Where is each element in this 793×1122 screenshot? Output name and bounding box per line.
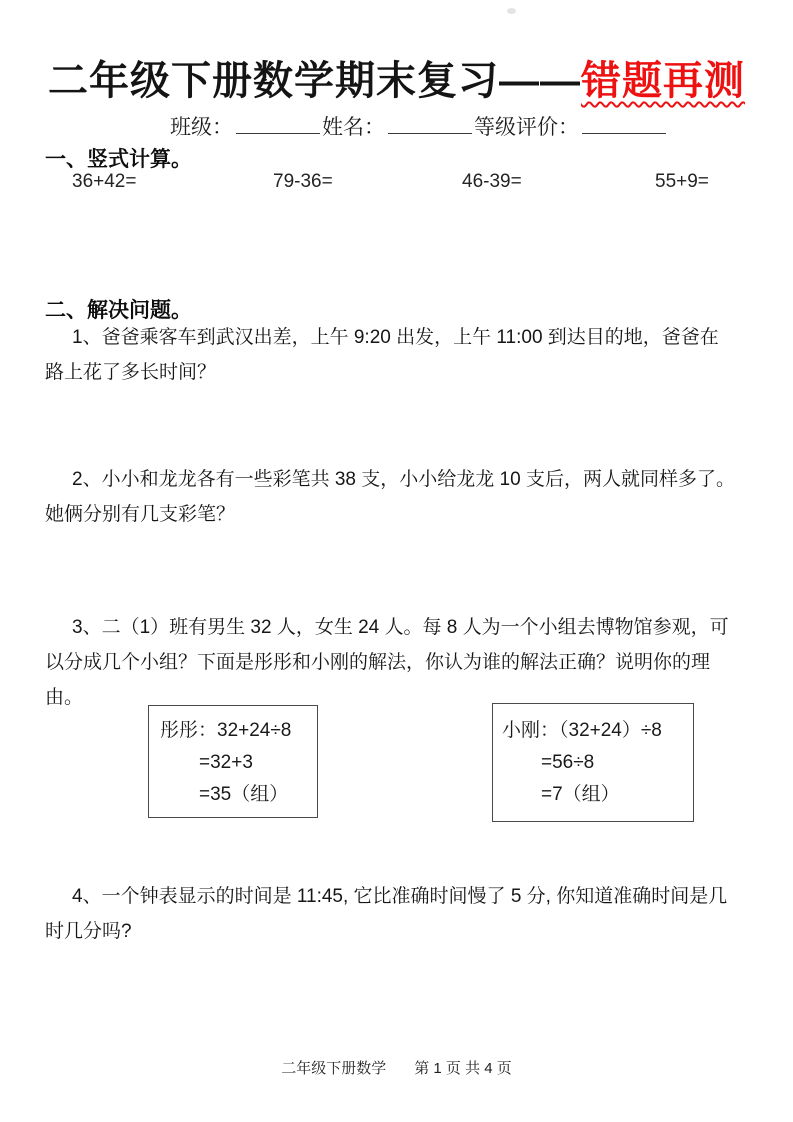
word-problem-4 xyxy=(45,879,757,949)
word-problem-2 xyxy=(45,462,757,532)
page-footer xyxy=(0,1057,793,1078)
calc-problem-3: 46-39= xyxy=(462,171,522,192)
word-problem-1-line-1: 1、爸爸乘客车到武汉出差，上午 9:20 出发，上午 11:00 到达目的地，爸爸在 xyxy=(72,327,719,348)
xiaogang-solution-line-3: =7（组） xyxy=(541,784,620,805)
worksheet-title xyxy=(0,49,793,106)
word-problem-3 xyxy=(45,610,757,715)
vertical-calculation-row xyxy=(72,171,763,199)
name-field-label: 姓名： xyxy=(322,115,385,139)
tongtong-solution-line-3: =35（组） xyxy=(199,784,289,805)
footer-page-indicator: 第 1 页 共 4 页 xyxy=(414,1060,512,1077)
xiaogang-solution-line-2: =56÷8 xyxy=(541,752,595,773)
word-problem-3-line-3: 由。 xyxy=(45,687,84,708)
tongtong-solution-line-1: 彤彤：32+24÷8 xyxy=(160,720,292,741)
solution-box-tongtong xyxy=(148,705,318,818)
name-field-blank xyxy=(388,112,472,134)
class-field-label: 班级： xyxy=(170,115,233,139)
tongtong-solution-line-2: =32+3 xyxy=(199,752,253,773)
word-problem-2-line-1: 2、小小和龙龙各有一些彩笔共 38 支，小小给龙龙 10 支后，两人就同样多了。 xyxy=(72,469,735,490)
section-1-heading: 一、竖式计算。 xyxy=(45,148,192,171)
calc-problem-2: 79-36= xyxy=(273,171,333,192)
grade-field-blank xyxy=(582,112,666,134)
word-problem-1 xyxy=(45,320,757,390)
xiaogang-solution-line-1: 小刚：（32+24）÷8 xyxy=(502,720,662,741)
word-problem-4-line-2: 时几分吗? xyxy=(45,921,132,942)
worksheet-title-black: 二年级下册数学期末复习—— xyxy=(48,59,581,103)
calc-problem-1: 36+42= xyxy=(72,171,137,192)
section-2-heading: 二、解决问题。 xyxy=(45,299,192,322)
scan-artifact-dot xyxy=(507,8,516,14)
student-info-line xyxy=(170,111,668,141)
word-problem-2-line-2: 她俩分别有几支彩笔？ xyxy=(45,504,236,525)
solution-box-xiaogang xyxy=(492,703,694,822)
word-problem-4-line-1: 4、一个钟表显示的时间是 11:45, 它比准确时间慢了 5 分, 你知道准确时间是几 xyxy=(72,886,728,907)
word-problem-1-line-2: 路上花了多长时间？ xyxy=(45,362,217,383)
grade-field-label: 等级评价： xyxy=(474,115,579,139)
footer-book-title: 二年级下册数学 xyxy=(281,1060,387,1077)
worksheet-title-red-highlight: 错题再测 xyxy=(581,59,745,103)
word-problem-3-line-1: 3、二（1）班有男生 32 人，女生 24 人。每 8 人为一个小组去博物馆参观，可 xyxy=(72,617,729,638)
class-field-blank xyxy=(236,112,320,134)
word-problem-3-line-2: 以分成几个小组？下面是彤彤和小刚的解法，你认为谁的解法正确？说明你的理 xyxy=(45,652,711,673)
calc-problem-4: 55+9= xyxy=(655,171,709,192)
